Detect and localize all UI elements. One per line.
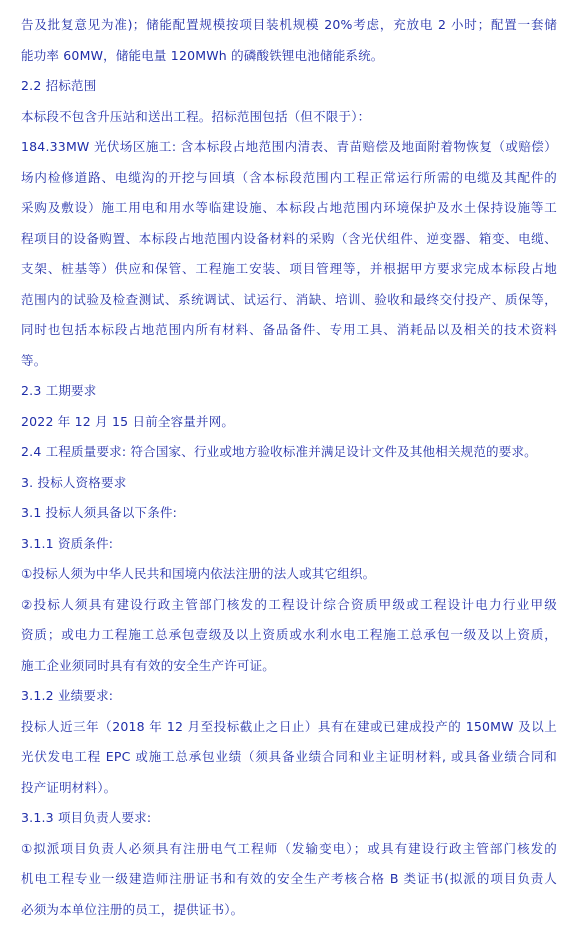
text-line: 告及批复意见为准)；储能配置规模按项目装机规模 20%考虑，充放电 2 小时；配置一套储: [21, 17, 557, 32]
document-body: [21, 10, 557, 925]
text-line: 投产证明材料）。: [21, 779, 117, 795]
text-line: ①投标人须为中华人民共和国境内依法注册的法人或其它组织。: [21, 566, 376, 581]
text-line: 184.33MW 光伏场区施工: 含本标段占地范围内清表、青苗赔偿及地面附着物恢复（或赔偿）: [21, 139, 557, 154]
text-line: 投标人近三年（2018 年 12 月至投标截止之日止）具有在建或已建成投产的 150MW 及以上: [21, 718, 557, 734]
text-line: 2.2 招标范围: [21, 78, 97, 93]
text-line: 3. 投标人资格要求: [21, 474, 127, 490]
text-line: 机电工程专业一级建造师注册证书和有效的安全生产考核合格 B 类证书(拟派的项目负责人: [21, 871, 557, 886]
text-line: 2.4 工程质量要求: 符合国家、行业或地方验收标准并满足设计文件及其他相关规范的要求。: [21, 444, 537, 459]
text-line: 支架、桩基等）供应和保管、工程施工安装、项目管理等，并根据甲方要求完成本标段占地: [21, 261, 557, 276]
text-line: 3.1.2 业绩要求:: [21, 688, 114, 703]
text-line: 2022 年 12 月 15 日前全容量并网。: [21, 413, 235, 429]
text-line: 范围内的试验及检查测试、系统调试、试运行、消缺、培训、验收和最终交付投产、质保等，: [21, 291, 557, 307]
text-line: 3.1 投标人须具备以下条件:: [21, 505, 178, 520]
text-line: 同时也包括本标段占地范围内所有材料、备品备件、专用工具、消耗品以及相关的技术资料: [21, 322, 557, 337]
text-line: ②投标人须具有建设行政主管部门核发的工程设计综合资质甲级或工程设计电力行业甲级: [21, 596, 557, 612]
text-line: 等。: [21, 352, 47, 368]
text-line: 3.1.3 项目负责人要求:: [21, 810, 152, 825]
text-line: ①拟派项目负责人必须具有注册电气工程师（发输变电）；或具有建设行政主管部门核发的: [21, 840, 557, 856]
text-line: 2.3 工期要求: [21, 383, 97, 398]
text-line: 光伏发电工程 EPC 或施工总承包业绩（须具备业绩合同和业主证明材料, 或具备业绩合同和: [21, 749, 557, 764]
text-line: 采购及敷设）施工用电和用水等临建设施、本标段占地范围内环境保护及水土保持设施等工: [21, 200, 557, 215]
text-line: 施工企业须同时具有有效的安全生产许可证。: [21, 657, 276, 673]
text-line: 程项目的设备购置、本标段占地范围内设备材料的采购（含光伏组件、逆变器、箱变、电缆、: [21, 230, 557, 246]
text-line: 资质；或电力工程施工总承包壹级及以上资质或水利水电工程施工总承包一级及以上资质，: [21, 627, 557, 642]
text-line: 场内检修道路、电缆沟的开挖与回填（含本标段范围内工程正常运行所需的电缆及其配件的: [21, 169, 557, 185]
text-line: 本标段不包含升压站和送出工程。招标范围包括（但不限于）：: [21, 108, 371, 124]
text-line: 3.1.1 资质条件:: [21, 535, 114, 551]
text-line: 能功率 60MW，储能电量 120MWh 的磷酸铁锂电池储能系统。: [21, 47, 384, 63]
text-line: 必须为本单位注册的员工，提供证书）。: [21, 901, 244, 917]
